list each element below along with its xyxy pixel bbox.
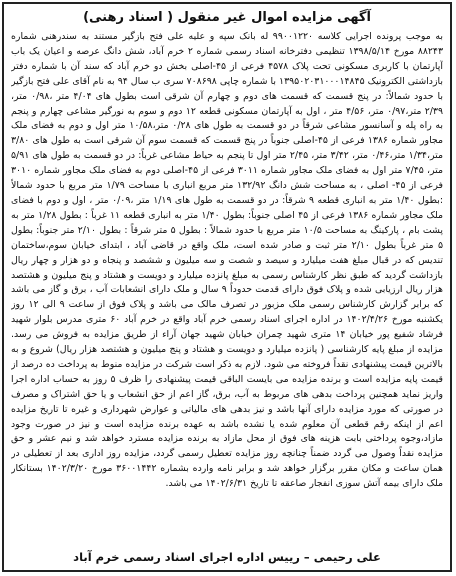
notice-body: به موجب پرونده اجرایی کلاسه ۹۹۰۰۱۲۲۰ له بانک سپه و علیه علی فتح بازگیر مستند به سندرهنی شماره ۸۸۲۴۳ مورخ ۱۳۹۸/۵/۱۴ تنظیمی دفترخانه اسناد رسمی شماره ۲ خرم آباد، شش دانگ عرصه و اعیان یک باب آپارتمان با کاربری مسکونی تحت پلاک ۴۵۷۸ فرعی از ۴۵-اصلی بخش دو خرم آباد که سند آن با شماره دفتر بازداشتی الکترونیک ۱۳۹۵۰۲۰۳۱۰۰۰۱۴۸۴۵ با شماره چاپی ۷۰۸۶۹۸ سری ب سال ۹۴ به نام آقای علی فتح بازگیر با حدود شمالاً: در پنج قسمت که قسمت های دوم و چهارم آن شرقی است بطول های ۴/۰۴ متر ،۰/۹۸ متر، ۲/۳۹ متر،۰/۹۷ متر، ۴/۵۶ متر ، اول به آپارتمان مسکونی قطعه ۱۲ دوم و سوم به نورگیر مشاعی چهارم و پنجم به راه پله و آسانسور مشاعی شرقاً در دو قسمت به طول های ۰/۲۸ متر،۱۰/۵۸ متر اول و دوم به فضای ملک مجاور شماره ۱۳۸۶ فرعی از ۴۵-اصلی جنوباً در پنج قسمت که قسمت سوم آن شرقی است به طول های ۳/۸۰ متر،۱/۳۴ متر،۰/۴۶ متر، ۳/۴۲ متر، ۲/۴۵ متر اول تا پنجم به حیاط مشاعی غرباً: در دو قسمت به طول های ۵/۹۱ متر، ۷/۴۵ متر اول به فضای ملک مجاور شماره ۳۰۱۱ فرعی از ۴۵-اصلی دوم به فضای ملک مجاور شماره ۳۰۱۰ فرعی از ۴۵- اصلی ، به مساحت شش دانگ ۱۳۲/۹۲ متر مربع انباری با مساحت ۱/۷۹ متر مربع با حدود شمالاً :بطول ۱/۴۰ متر به انباری قطعه ۹ شرقاً: در دو قسمت به طول های ۱/۱۹ متر ،۰/۰۹ متر ، اول و دوم با فضای ملک مجاور شماره ۱۳۸۶ فرعی از ۴۵ اصلی جنوباً: بطول ۱/۴۰ متر به انباری قطعه ۱۱ غرباً : بطول ۱/۲۸ متر به پشت بام ، پارکینگ به مساحت ۱۰/۵ متر مربع با حدود شمالاً : بطول ۵ متر شرقاً : بطول ۲/۱۰ متر جنوباً: بطول ۵ متر غرباً بطول ۲/۱۰ متر ثبت و صادر شده است، ملک واقع در قاضی آباد ، ابتدای خیابان سوم،ساختمان تندیس که در قبال مبلغ هفت میلیارد و سیصد و شصت و سه میلیون و ششصد و پنجاه و دو هزار و چهار ریال بازداشت گردید که طبق نظر کارشناس رسمی به مبلغ پانزده میلیارد و دویست و هشتاد و پنج میلیون و هشتصد هزار ریال ارزیابی شده و پلاک فوق دارای قدمت حدوداً ۹ سال و ملک دارای انشعابات آب ، برق و گاز می باشد که برابر گزارش کارشناس رسمی ملک مزبور در تصرف مالک می باشد و پلاک فوق از ساعت ۹ الی ۱۲ روز یکشنبه مورخ ۱۴۰۲/۴/۲۶ در اداره اجرای اسناد رسمی خرم آباد واقع در خرم آباد ۶۰ متری مدرس بلوار شهید فرشاد شفیع پور خیابان ۱۴ متری شهید چمران خیابان شهید جهان آراء از طریق مزایده به فروش می رسد. مزایده از مبلغ پایه کارشناسی ( پانزده میلیارد و دویست و هشتاد و پنج میلیون و هشتصد هزار ریال) شروع و به بالاترین قیمت پیشنهادی نقداً فروخته می شود. لازم به ذکر است شرکت در مزایده منوط به پرداخت ده درصد از قیمت پایه مزایده است و برنده مزایده می بایست الباقی قیمت پیشنهادی را ظرف ۵ روز به حساب اداره اجرا واریز نماید همچنین پرداخت بدهی های مربوط به آب، برق، گاز اعم از حق انشعاب و یا حق اشتراک و مصرف در صورتی که مورد مزایده دارای آنها باشد و نیز بدهی های مالیاتی و عوارض شهرداری و غیره تا تاریخ مزایده اعم از اینکه رقم قطعی آن معلوم شده یا نشده باشد به عهده برنده مزایده است و نیز در صورت وجود مازاد،وجوه پرداختی بابت هزینه های فوق از محل مازاد به برنده مزایده مسترد خواهد شد و نیم عشر و حق مزایده نقداً وصول می گردد ضمناً چنانچه روز مزایده تعطیل رسمی گردد، مزایده روز اداری بعد از تعطیلی در همان ساعت و مکان مقرر برگزار خواهد شد و برابر نامه وارده بشماره ۳۶۰۰۱۴۴۲ مورخ ۱۴۰۲/۳/۲۰ بستانکار ملک دارای بیمه آتش سوزی انفجار صاعقه تا تاریخ ۱۴۰۲/۶/۳۱ می باشد. [11, 31, 443, 490]
notice-signature: علی رحیمی – رییس اداره اجرای اسناد رسمی خرم آباد [73, 550, 381, 564]
auction-notice [2, 2, 452, 572]
notice-title: آگهی مزایده اموال غیر منقول ( اسناد رهنی) [83, 10, 371, 25]
